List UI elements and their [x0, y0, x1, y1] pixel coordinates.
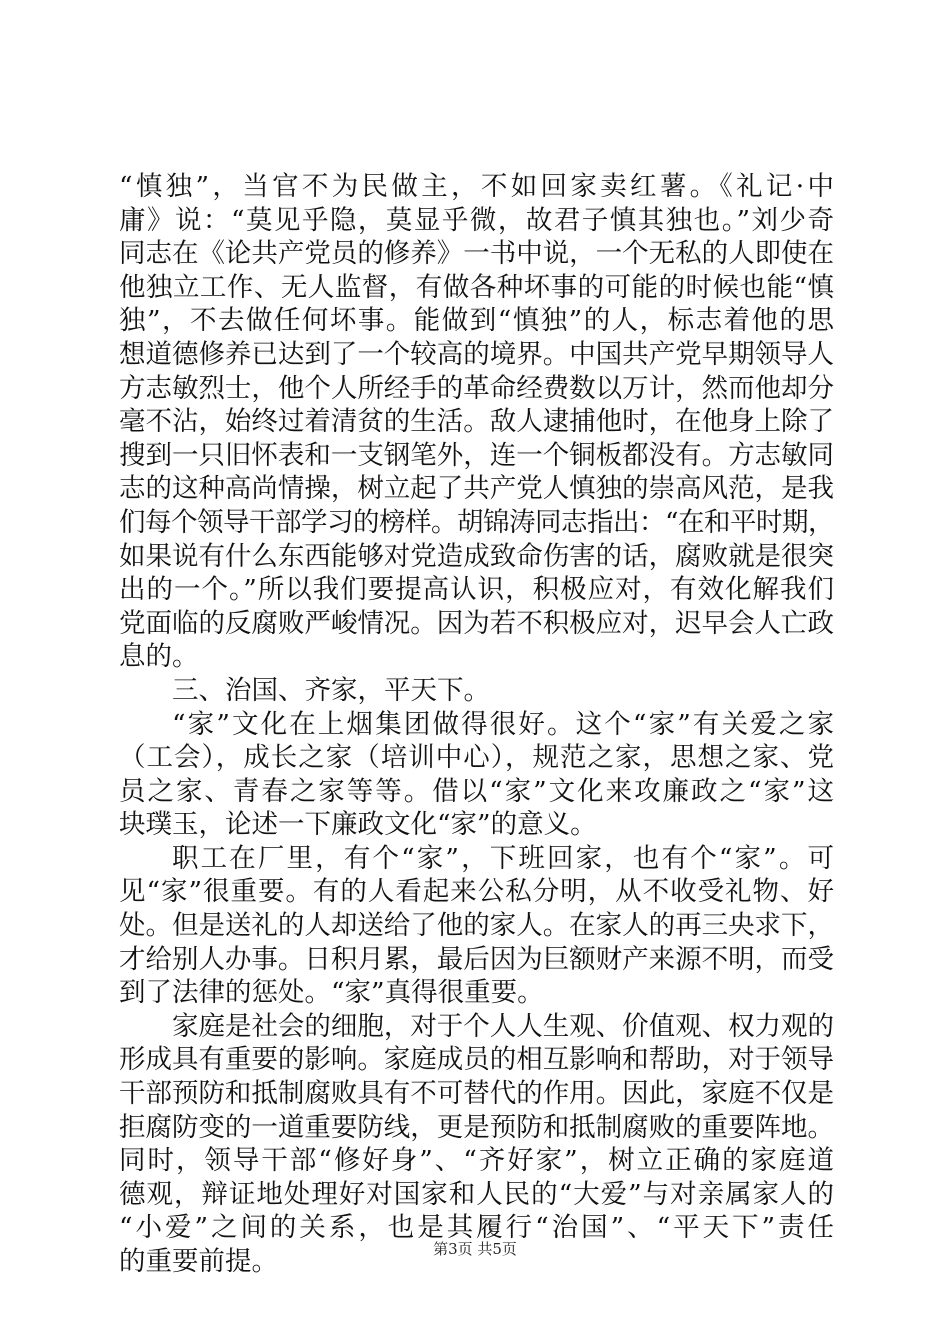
text-line: 搜到一只旧怀表和一支钢笔外，连一个铜板都没有。方志敏同	[119, 439, 834, 471]
text-line: 拒腐防变的一道重要防线，更是预防和抵制腐败的重要阵地。	[119, 1111, 834, 1143]
text-line: 的重要前提。	[119, 1246, 278, 1277]
text-line: 职工在厂里，有个“家”，下班回家，也有个“家”。可	[172, 842, 834, 874]
document-body	[119, 170, 834, 1279]
text-line: 志的这种高尚情操，树立起了共产党人慎独的崇高风范，是我	[119, 473, 834, 505]
text-line: 如果说有什么东西能够对党造成致命伤害的话，腐败就是很突	[119, 540, 834, 572]
text-line: 他独立工作、无人监督，有做各种坏事的可能的时候也能“慎	[119, 271, 834, 303]
text-line: “小爱”之间的关系，也是其履行“治国”、“平天下”责任	[119, 1212, 834, 1244]
text-line: 息的。	[119, 641, 199, 673]
text-line: 才给别人办事。日积月累，最后因为巨额财产来源不明，而受	[119, 943, 834, 975]
text-line: 德观，辩证地处理好对国家和人民的“大爱”与对亲属家人的	[119, 1178, 834, 1210]
text-line: 出的一个。”所以我们要提高认识，积极应对，有效化解我们	[119, 574, 834, 606]
text-line: 块璞玉，论述一下廉政文化“家”的意义。	[119, 809, 597, 841]
text-line: 毫不沾，始终过着清贫的生活。敌人逮捕他时，在他身上除了	[119, 406, 834, 438]
text-line: 形成具有重要的影响。家庭成员的相互影响和帮助，对于领导	[119, 1044, 834, 1076]
text-line: 同时，领导干部“修好身”、“齐好家”，树立正确的家庭道	[119, 1145, 834, 1177]
text-line: 到了法律的惩处。“家”真得很重要。	[119, 977, 544, 1009]
text-line: 们每个领导干部学习的榜样。胡锦涛同志指出：“在和平时期，	[119, 506, 835, 538]
text-line: 家庭是社会的细胞，对于个人人生观、价值观、权力观的	[172, 1010, 834, 1042]
text-line: 独”，不去做任何坏事。能做到“慎独”的人，标志着他的思	[119, 305, 834, 337]
text-line: 想道德修养已达到了一个较高的境界。中国共产党早期领导人	[119, 338, 834, 370]
text-line: 庸》说：“莫见乎隐，莫显乎微，故君子慎其独也。”刘少奇	[119, 204, 834, 236]
text-line: 党面临的反腐败严峻情况。因为若不积极应对，迟早会人亡政	[119, 607, 834, 639]
text-line: （工会），成长之家（培训中心），规范之家，思想之家、党	[119, 742, 834, 774]
text-line: 三、治国、齐家，平天下。	[172, 674, 490, 706]
text-line: “慎独”，当官不为民做主，不如回家卖红薯。《礼记·中	[119, 171, 834, 202]
text-line: 同志在《论共产党员的修养》一书中说，一个无私的人即使在	[119, 238, 834, 270]
text-line: 员之家、青春之家等等。借以“家”文化来攻廉政之“家”这	[119, 775, 834, 807]
text-line: 方志敏烈士，他个人所经手的革命经费数以万计，然而他却分	[119, 372, 834, 404]
text-line: “家”文化在上烟集团做得很好。这个“家”有关爱之家	[172, 708, 834, 740]
page-number-footer: 第3页 共5页	[433, 1240, 517, 1258]
text-line: 处。但是送礼的人却送给了他的家人。在家人的再三央求下，	[119, 910, 834, 942]
text-line: 干部预防和抵制腐败具有不可替代的作用。因此，家庭不仅是	[119, 1078, 834, 1110]
text-line: 见“家”很重要。有的人看起来公私分明，从不收受礼物、好	[119, 876, 834, 908]
